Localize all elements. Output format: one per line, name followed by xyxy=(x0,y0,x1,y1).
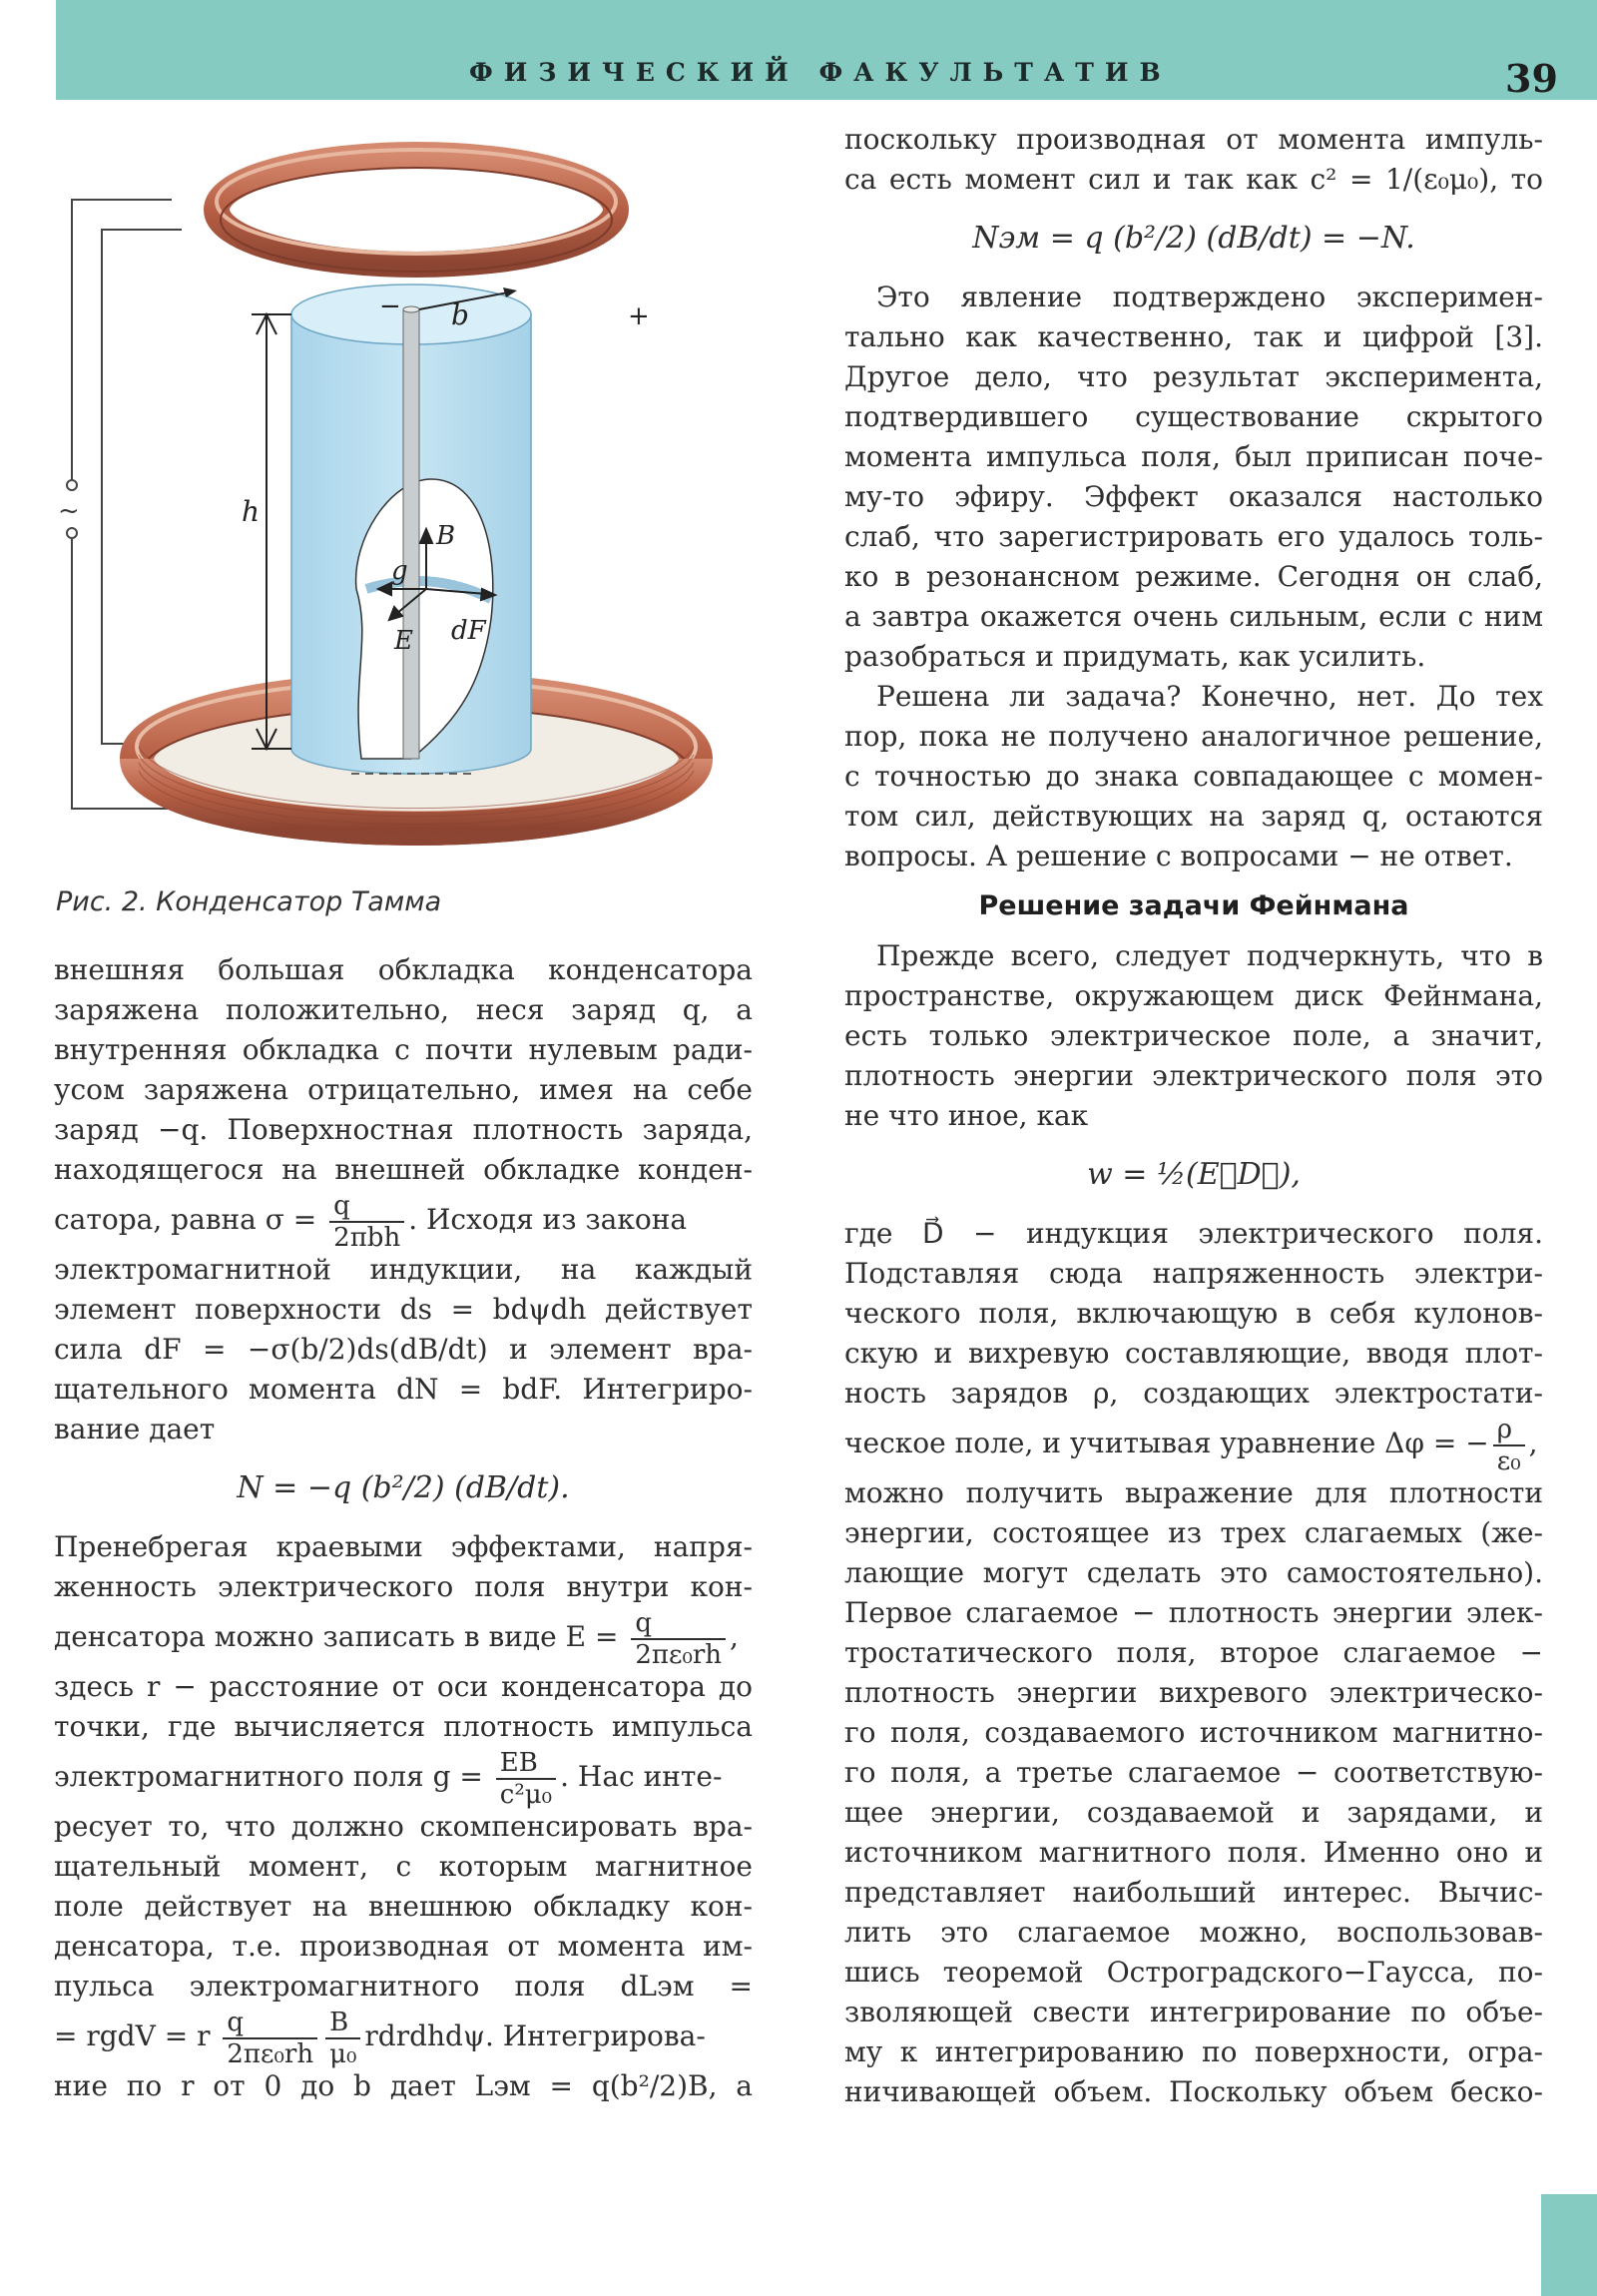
label-h: h xyxy=(242,495,261,528)
text-line: не что иное, как xyxy=(844,1099,1089,1132)
text-line: Первое слагаемое − плотность энергии элек- xyxy=(844,1596,1543,1629)
text-line: Пренебрегая краевыми эффектами, напря- xyxy=(54,1530,753,1563)
label-b: b xyxy=(451,298,469,331)
text-line: зволяющей свести интегрирование по объе- xyxy=(844,1996,1543,2028)
text-line: ресует то, что должно скомпенсировать вра- xyxy=(54,1810,753,1843)
text-line: ние по r от 0 до b дает Lэм = q(b²/2)B, а xyxy=(54,2069,753,2102)
corner-mark xyxy=(1541,2194,1597,2296)
text-line: слаб, что зарегистрировать его удалось толь- xyxy=(844,520,1543,553)
text-line: внутренняя обкладка с почти нулевым ради- xyxy=(54,1033,753,1066)
sigma-fraction xyxy=(329,1191,404,1253)
text-line: ность зарядов ρ, создающих электростати- xyxy=(844,1377,1543,1410)
text-line: лить это слагаемое можно, воспользовав- xyxy=(844,1916,1543,1949)
top-coil xyxy=(217,150,616,272)
fraction-numerator: q xyxy=(631,1608,726,1640)
text-line: щательный момент, с которым магнитное xyxy=(54,1850,753,1883)
text-line: пульса электромагнитного поля dLэм = xyxy=(54,1970,753,2003)
tamm-capacitor-figure xyxy=(52,120,751,888)
dl-suffix: rdrdhdψ. Интегрирова- xyxy=(364,2019,706,2052)
text-line: внешняя большая обкладка конденсатора xyxy=(54,953,753,986)
text-line: том сил, действующих на заряд q, остаются xyxy=(844,800,1543,833)
text-line: Другое дело, что результат эксперимента, xyxy=(844,360,1543,393)
formula-w: w = ½(E⃗D⃗), xyxy=(1087,1157,1301,1192)
running-header-title: ФИЗИЧЕСКИЙ ФАКУЛЬТАТИВ xyxy=(469,58,1172,87)
text-line: разобраться и придумать, как усилить. xyxy=(844,640,1426,673)
text-line: Это явление подтверждено эксперимен- xyxy=(876,281,1543,313)
formula-N: N = −q (b²/2) (dB/dt). xyxy=(237,1470,570,1505)
text-line: Решена ли задача? Конечно, нет. До тех xyxy=(876,680,1543,713)
text-line: пор, пока не получено аналогичное решение, xyxy=(844,720,1543,753)
section-heading: Решение задачи Фейнмана xyxy=(978,890,1409,921)
text-line: находящегося на внешней обкладке конден- xyxy=(54,1153,753,1186)
fraction-denominator: μ₀ xyxy=(329,2038,357,2069)
g-line xyxy=(54,1747,753,1810)
text-line: му-то эфиру. Эффект оказался настолько xyxy=(844,480,1543,513)
sigma-prefix: сатора, равна σ = xyxy=(54,1203,317,1236)
text-line: а завтра окажется очень сильным, если с ним xyxy=(844,600,1543,633)
label-minus: − xyxy=(379,291,401,321)
text-line: Подставляя сюда напряженность электри- xyxy=(844,1257,1543,1290)
text-line: денсатора, т.е. производная от момента им- xyxy=(54,1930,753,1963)
text-line: электромагнитной индукции, на каждый xyxy=(54,1253,753,1286)
g-suffix: . Нас инте- xyxy=(560,1760,723,1793)
text-line: сила dF = −σ(b/2)ds(dB/dt) и элемент вра- xyxy=(54,1333,753,1366)
fraction-numerator: EB xyxy=(496,1748,556,1780)
fraction-denominator: 2πbh xyxy=(333,1222,401,1253)
text-line: заряжена положительно, неся заряд q, а xyxy=(54,993,753,1026)
sigma-line xyxy=(54,1190,753,1253)
g-prefix: электромагнитного поля g = xyxy=(54,1760,483,1793)
text-line: энергии, состоящее из трех слагаемых (же- xyxy=(844,1516,1543,1549)
delta-prefix: ческое поле, и учитывая уравнение Δφ = − xyxy=(844,1427,1489,1459)
fraction-numerator: q xyxy=(223,2008,317,2039)
text-line: вание дает xyxy=(54,1413,216,1445)
left-column xyxy=(54,950,753,2106)
text-line: му к интегрированию по поверхности, огра- xyxy=(844,2035,1543,2068)
text-line: источником магнитного поля. Именно оно и xyxy=(844,1836,1543,1869)
text-line: го поля, а третье слагаемое − соответствую- xyxy=(844,1756,1543,1789)
formula-Nem: Nэм = q (b²/2) (dB/dt) = −N. xyxy=(972,221,1415,256)
label-E: E xyxy=(394,626,413,656)
text-line: есть только электрическое поле, а значит, xyxy=(844,1019,1543,1052)
right-column xyxy=(844,120,1543,2112)
text-line: усом заряжена отрицательно, имея на себе xyxy=(54,1073,753,1106)
fraction-denominator: 2πε₀rh xyxy=(227,2038,314,2069)
sigma-suffix: . Исходя из закона xyxy=(408,1203,688,1236)
text-line: тростатического поля, второе слагаемое − xyxy=(844,1636,1543,1669)
text-line: подтвердившего существование скрытого xyxy=(844,400,1543,433)
figure-caption: Рис. 2. Конденсатор Тамма xyxy=(56,886,442,917)
ac-source-tilde: ~ xyxy=(58,496,80,526)
text-line: плотность энергии электрического поля это xyxy=(844,1059,1543,1092)
text-line: с точностью до знака совпадающее с момен- xyxy=(844,760,1543,793)
inner-rod xyxy=(403,306,419,759)
dl-fraction-2 xyxy=(325,2008,360,2069)
text-line: са есть момент сил и так как c² = 1/(ε₀μ₀), то xyxy=(844,163,1543,196)
text-line: женность электрического поля внутри кон- xyxy=(54,1570,753,1603)
text-line: щательного момента dN = bdF. Интегриро- xyxy=(54,1373,753,1406)
text-line: точки, где вычисляется плотность импульса xyxy=(54,1710,753,1743)
dl-fraction-1 xyxy=(223,2008,317,2069)
text-line: поле действует на внешнюю обкладку кон- xyxy=(54,1890,753,1923)
delta-line xyxy=(844,1414,1543,1476)
text-line: можно получить выражение для плотности xyxy=(844,1476,1543,1509)
text-line: вопросы. А решение с вопросами − не ответ. xyxy=(844,840,1513,872)
page-number: 39 xyxy=(1505,56,1558,101)
fraction-numerator: ρ xyxy=(1493,1415,1525,1446)
text-line: здесь r − расстояние от оси конденсатора до xyxy=(54,1670,753,1703)
fraction-denominator: 2πε₀rh xyxy=(635,1639,723,1670)
text-line: щее энергии, создаваемой и зарядами, и xyxy=(844,1796,1543,1829)
e-field-line xyxy=(54,1607,753,1670)
text-line: Прежде всего, следует подчеркнуть, что в xyxy=(876,939,1543,972)
text-line: го поля, создаваемого источником магнитно- xyxy=(844,1716,1543,1749)
text-line: лающие могут сделать это самостоятельно). xyxy=(844,1556,1543,1589)
dl-line xyxy=(54,2007,753,2069)
fraction-denominator: c²μ₀ xyxy=(499,1779,553,1810)
fraction-denominator: ε₀ xyxy=(1496,1445,1521,1476)
delta-suffix: , xyxy=(1528,1427,1538,1459)
text-line: заряд −q. Поверхностная плотность заряда, xyxy=(54,1113,753,1146)
text-line: где D⃗ − индукция электрического поля. xyxy=(844,1217,1543,1250)
text-line: ничивающей объем. Поскольку объем беско- xyxy=(844,2075,1543,2108)
label-g: g xyxy=(391,556,408,586)
fraction-numerator: B xyxy=(325,2008,360,2039)
delta-fraction xyxy=(1493,1415,1525,1476)
text-line: поскольку производная от момента импуль- xyxy=(844,123,1543,156)
text-line: ко в резонансном режиме. Сегодня он слаб, xyxy=(844,560,1543,593)
text-line: шись теоремой Остроградского−Гаусса, по- xyxy=(844,1956,1543,1989)
text-line: ческого поля, включающую в себя кулонов- xyxy=(844,1297,1543,1330)
dl-prefix: = rgdV = r xyxy=(54,2019,211,2052)
text-line: момента импульса поля, был приписан поче- xyxy=(844,440,1543,473)
e-prefix: денсатора можно записать в виде E = xyxy=(54,1620,619,1653)
text-line: тально как качественно, так и цифрой [3]. xyxy=(844,320,1543,353)
e-fraction xyxy=(631,1608,726,1670)
label-B: B xyxy=(436,521,456,551)
text-line: плотность энергии вихревого электрическо- xyxy=(844,1676,1543,1709)
fraction-numerator: q xyxy=(329,1191,404,1223)
text-line: пространстве, окружающем диск Фейнмана, xyxy=(844,979,1543,1012)
text-line: скую и вихревую составляющие, вводя плот- xyxy=(844,1337,1543,1370)
label-plus: + xyxy=(628,301,650,331)
g-fraction xyxy=(496,1748,556,1810)
label-dF: dF xyxy=(451,616,486,646)
text-line: элемент поверхности ds = bdψdh действует xyxy=(54,1293,753,1326)
text-line: представляет наибольший интерес. Вычис- xyxy=(844,1876,1543,1909)
e-suffix: , xyxy=(730,1620,739,1653)
